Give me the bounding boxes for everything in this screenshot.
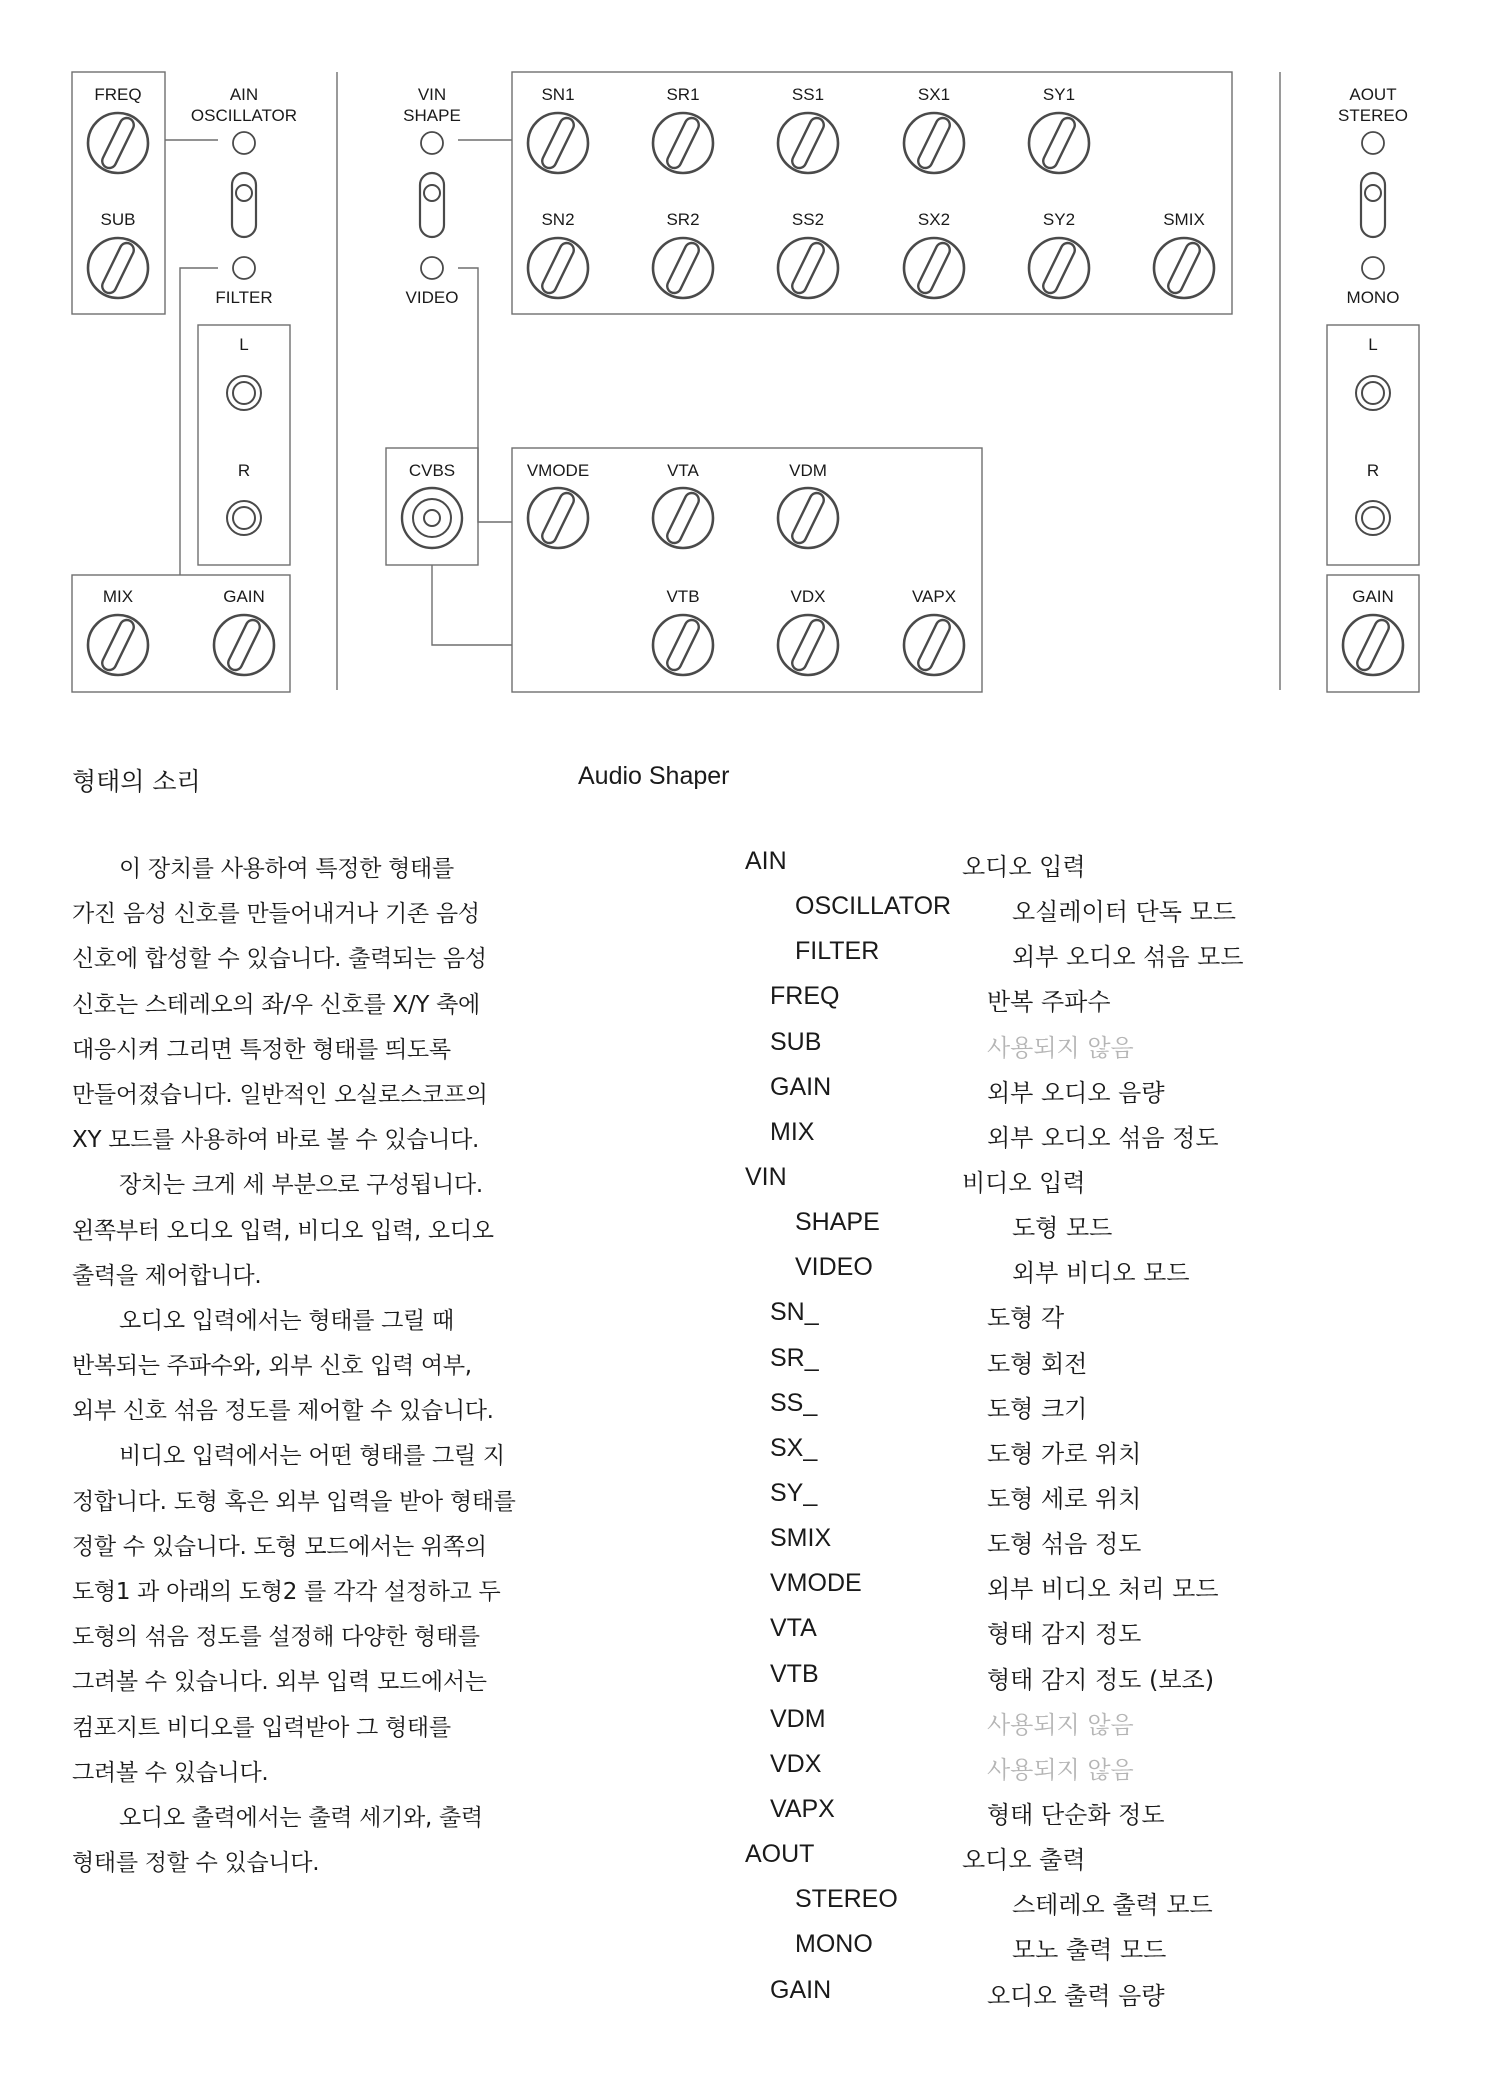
mix-label: MIX [102,587,134,606]
output-l-label: L [1368,335,1378,354]
glossary-term: SX_ [770,1433,818,1462]
glossary-term: SHAPE [795,1208,880,1237]
gain-knob[interactable] [214,615,274,675]
glossary-term: AOUT [745,1840,815,1869]
sy2-label: SY2 [1042,210,1076,229]
description-line: 비디오 입력에서는 어떤 형태를 그릴 지 [119,1443,505,1470]
sx2-label: SX2 [917,210,951,229]
description-line: 정합니다. 도형 혹은 외부 입력을 받아 형태를 [72,1488,516,1515]
vapx-label: VAPX [911,587,957,606]
glossary-row [745,982,1445,1027]
glossary-term: VDM [770,1704,826,1733]
vta-label: VTA [667,461,699,480]
glossary-list [745,847,1445,2021]
glossary-term: VIN [745,1162,787,1191]
glossary-term: MONO [795,1930,873,1959]
sr1-label: SR1 [666,85,700,104]
mix-knob[interactable] [88,615,148,675]
glossary-term: MIX [770,1117,815,1146]
glossary-term: VDX [770,1749,822,1778]
description-line: 형태를 정할 수 있습니다. [72,1850,320,1877]
glossary-term: FILTER [795,937,880,966]
output-r-label: R [1366,461,1380,480]
description-line: 대응시켜 그리면 특정한 형태를 띄도록 [72,1036,451,1063]
glossary-description: 반복 주파수 [987,988,1111,1017]
glossary-row [745,1163,1445,1208]
sy2-knob[interactable] [1029,238,1089,298]
glossary-description: 오디오 입력 [962,853,1086,881]
glossary-row [745,1840,1445,1885]
glossary-term: VMODE [770,1569,862,1598]
glossary-description: 형태 감지 정도 (보조) [987,1665,1215,1694]
freq-knob[interactable] [88,113,148,173]
glossary-description: 형태 단순화 정도 [987,1800,1165,1829]
sub-knob[interactable] [88,238,148,298]
oscillator-led [233,132,255,154]
description-line: 그려볼 수 있습니다. [72,1759,269,1786]
vin-mode-toggle-switch[interactable] [420,173,444,237]
gain-label: GAIN [223,587,265,606]
mono-label: MONO [1346,288,1400,307]
glossary-row [745,937,1445,982]
title-english: Audio Shaper [578,762,730,790]
glossary-term: GAIN [770,1975,832,2004]
glossary-description: 도형 각 [987,1304,1065,1333]
glossary-description: 모노 출력 모드 [1012,1936,1167,1965]
glossary-term: VTA [770,1614,817,1643]
glossary-row [745,1569,1445,1614]
description-line: 이 장치를 사용하여 특정한 형태를 [119,856,454,882]
glossary-row [745,1389,1445,1434]
glossary-description: 비디오 입력 [962,1168,1086,1197]
description-text [72,847,592,1886]
glossary-term: OSCILLATOR [795,892,952,921]
description-line: 신호에 합성할 수 있습니다. 출력되는 음성 [72,946,487,973]
glossary-row [745,1208,1445,1253]
out-gain-knob[interactable] [1343,615,1403,675]
glossary-term: AIN [745,847,787,875]
description-line: 출력을 제어합니다. [72,1262,262,1289]
filter-led [233,257,255,279]
sr2-knob[interactable] [653,238,713,298]
vmode-label: VMODE [526,461,590,480]
freq-label: FREQ [94,85,142,104]
description-line: 도형1 과 아래의 도형2 를 각각 설정하고 두 [72,1579,501,1605]
front-panel-diagram [0,0,1485,700]
filter-label: FILTER [215,288,273,307]
glossary-description: 사용되지 않음 [987,1710,1134,1739]
description-line: XY 모드를 사용하여 바로 볼 수 있습니다. [72,1127,480,1154]
glossary-description: 외부 오디오 섞음 정도 [987,1123,1219,1152]
vapx-knob[interactable] [904,615,964,675]
glossary-term: SS_ [770,1388,818,1417]
glossary-description: 도형 섞음 정도 [987,1530,1142,1559]
video-led [421,257,443,279]
glossary-description: 외부 비디오 처리 모드 [987,1575,1219,1604]
vdx-knob[interactable] [778,615,838,675]
glossary-row [745,1118,1445,1163]
sr2-label: SR2 [666,210,700,229]
glossary-description: 사용되지 않음 [987,1033,1134,1062]
vdx-label: VDX [790,587,826,606]
glossary-row [745,1660,1445,1705]
glossary-description: 스테레오 출력 모드 [1012,1891,1213,1920]
description-line: 외부 신호 섞음 정도를 제어할 수 있습니다. [72,1398,494,1425]
output-l-jack[interactable] [1356,376,1390,410]
glossary-row [745,1028,1445,1073]
glossary-description: 도형 가로 위치 [987,1439,1142,1468]
glossary-row [745,1614,1445,1659]
sr1-knob[interactable] [653,113,713,173]
glossary-row [745,1976,1445,2021]
glossary-row [745,1253,1445,1298]
description-line: 만들어졌습니다. 일반적인 오실로스코프의 [72,1081,488,1108]
description-line: 정할 수 있습니다. 도형 모드에서는 위쪽의 [72,1533,487,1560]
sn2-knob[interactable] [528,238,588,298]
shape-led [421,132,443,154]
glossary-description: 사용되지 않음 [987,1755,1134,1784]
sy1-knob[interactable] [1029,113,1089,173]
glossary-row [745,1479,1445,1524]
glossary-row [745,1298,1445,1343]
vdm-knob[interactable] [778,488,838,548]
vtb-label: VTB [666,587,700,606]
cvbs-label: CVBS [408,461,456,480]
smix-knob[interactable] [1154,238,1214,298]
glossary-description: 외부 비디오 모드 [1012,1259,1190,1288]
ss1-knob[interactable] [778,113,838,173]
title-korean: 형태의 소리 [72,767,201,796]
glossary-term: GAIN [770,1072,832,1101]
glossary-row [745,1705,1445,1750]
description-line: 컴포지트 비디오를 입력받아 그 형태를 [72,1714,451,1741]
glossary-term: VAPX [770,1794,835,1823]
glossary-term: SY_ [770,1478,818,1507]
glossary-row [745,1344,1445,1389]
vta-knob[interactable] [653,488,713,548]
glossary-description: 도형 회전 [987,1349,1088,1378]
sx1-label: SX1 [917,85,951,104]
glossary-description: 도형 모드 [1012,1214,1113,1243]
ain-label: AIN [229,85,259,104]
glossary-description: 오디오 출력 음량 [987,1981,1165,2010]
ain-mode-toggle-switch[interactable] [232,173,256,237]
glossary-row [745,1073,1445,1118]
shape-label: SHAPE [403,106,461,125]
output-r-jack[interactable] [1356,501,1390,535]
description-line: 장치는 크게 세 부분으로 구성됩니다. [119,1172,483,1199]
glossary-term: FREQ [770,982,840,1011]
sub-label: SUB [100,210,136,229]
stereo-led [1362,132,1384,154]
glossary-row [745,1885,1445,1930]
ss2-knob[interactable] [778,238,838,298]
glossary-row [745,847,1445,892]
glossary-description: 형태 감지 정도 [987,1620,1142,1649]
sn1-knob[interactable] [528,113,588,173]
sn2-label: SN2 [541,210,575,229]
description-line: 그려볼 수 있습니다. 외부 입력 모드에서는 [72,1669,487,1696]
glossary-term: SN_ [770,1298,819,1327]
input-l-jack[interactable] [227,376,261,410]
vdm-label: VDM [789,461,827,480]
glossary-term: SR_ [770,1343,819,1372]
description-line: 오디오 입력에서는 형태를 그릴 때 [119,1307,454,1334]
ss2-label: SS2 [791,210,825,229]
description-line: 가진 음성 신호를 만들어내거나 기존 음성 [72,901,480,928]
glossary-description: 오실레이터 단독 모드 [1012,898,1236,927]
smix-label: SMIX [1163,210,1205,229]
glossary-description: 외부 오디오 섞음 모드 [1012,943,1244,972]
glossary-term: STEREO [795,1885,898,1914]
vin-label: VIN [417,85,447,104]
glossary-description: 도형 크기 [987,1394,1088,1423]
description-line: 도형의 섞음 정도를 설정해 다양한 형태를 [72,1624,480,1651]
glossary-description: 오디오 출력 [962,1846,1086,1875]
glossary-description: 외부 오디오 음량 [987,1078,1165,1107]
vmode-knob[interactable] [528,488,588,548]
ss1-label: SS1 [791,85,825,104]
oscillator-label: OSCILLATOR [190,106,298,125]
vtb-knob[interactable] [653,615,713,675]
sx1-knob[interactable] [904,113,964,173]
glossary-description: 도형 세로 위치 [987,1484,1142,1513]
glossary-term: VTB [770,1659,819,1688]
input-r-jack[interactable] [227,501,261,535]
stereo-label: STEREO [1338,106,1408,125]
out-gain-label: GAIN [1352,587,1394,606]
aout-label: AOUT [1349,85,1397,104]
glossary-row [745,1930,1445,1975]
input-l-label: L [239,335,249,354]
glossary-row [745,1750,1445,1795]
mono-led [1362,257,1384,279]
sn1-label: SN1 [541,85,575,104]
glossary-row [745,1795,1445,1840]
cvbs-bnc-jack[interactable] [402,488,462,548]
sx2-knob[interactable] [904,238,964,298]
glossary-term: SUB [770,1027,822,1056]
description-line: 오디오 출력에서는 출력 세기와, 출력 [119,1804,483,1831]
glossary-row [745,892,1445,937]
input-r-label: R [237,461,251,480]
video-label: VIDEO [405,288,459,307]
glossary-row [745,1434,1445,1479]
glossary-term: VIDEO [795,1253,873,1282]
description-line: 반복되는 주파수와, 외부 신호 입력 여부, [72,1353,472,1380]
aout-mode-toggle-switch[interactable] [1361,173,1385,237]
sy1-label: SY1 [1042,85,1076,104]
description-line: 왼쪽부터 오디오 입력, 비디오 입력, 오디오 [72,1217,494,1244]
glossary-term: SMIX [770,1524,832,1553]
shape-knob-box [512,72,1232,314]
glossary-row [745,1524,1445,1569]
description-line: 신호는 스테레오의 좌/우 신호를 X/Y 축에 [72,991,480,1018]
